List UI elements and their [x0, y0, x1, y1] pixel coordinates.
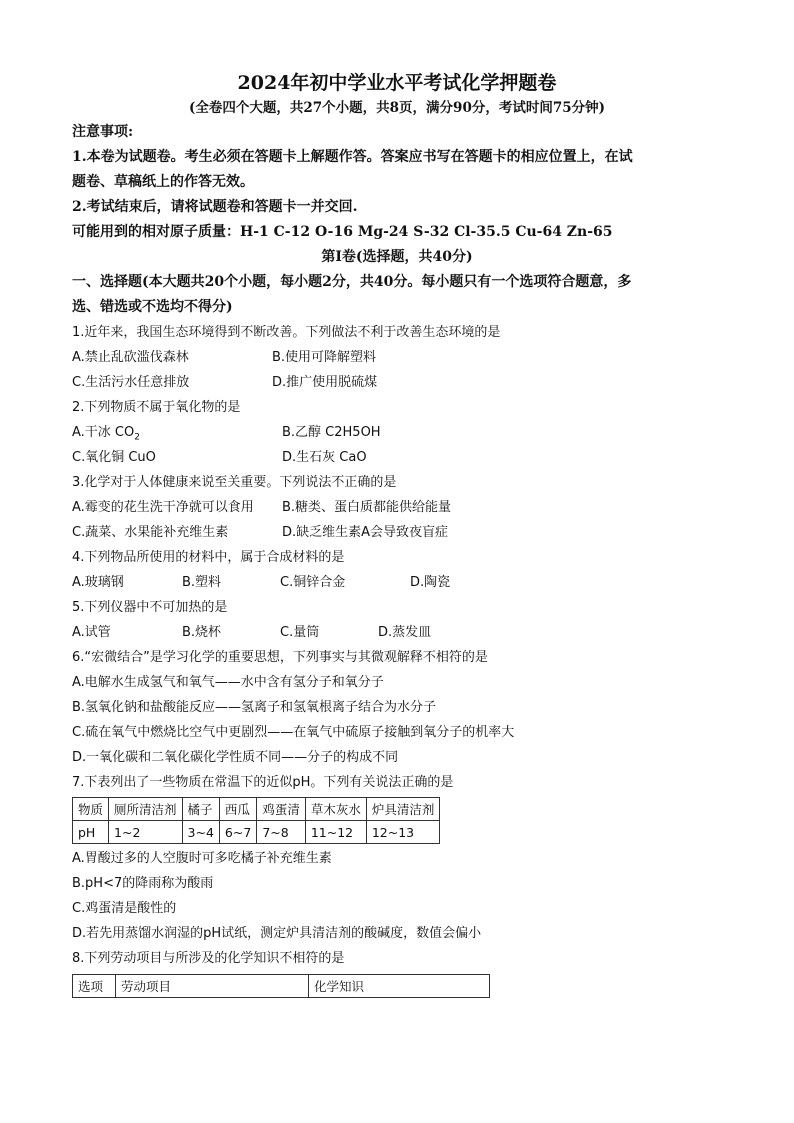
question-3-option-a: A.霉变的花生洗干净就可以食用: [72, 500, 254, 515]
ph-table-cell: 6~7: [219, 821, 256, 844]
question-5-option-b: B.烧杯: [182, 625, 222, 640]
notice-item-2: 2.考试结束后，请将试题卷和答题卡一并交回.: [72, 199, 358, 215]
ph-table-cell: 西瓜: [219, 798, 256, 821]
question-3-option-c: C.蔬菜、水果能补充维生素: [72, 525, 229, 540]
question-7-option-b: B.pH<7的降雨称为酸雨: [72, 876, 214, 891]
ph-table-cell: 3~4: [182, 821, 219, 844]
labor-table-header-row: [73, 975, 490, 998]
question-5-option-a: A.试管: [72, 625, 111, 640]
ph-table-cell: 厕所清洁剂: [109, 798, 183, 821]
question-3-options-row-1: [72, 495, 722, 520]
ph-table: [72, 797, 440, 844]
ph-table-value-row: [73, 821, 440, 844]
ph-table-cell: 7~8: [257, 821, 306, 844]
question-2-option-d: D.生石灰 CaO: [282, 450, 367, 465]
exam-subtitle: (全卷四个大题，共27个小题，共8页，满分90分，考试时间75分钟): [188, 100, 606, 116]
question-4-option-d: D.陶瓷: [410, 575, 451, 590]
exam-page: [72, 70, 722, 998]
notice-item-1-line-2: 题卷、草稿纸上的作答无效。: [72, 174, 254, 190]
ph-table-cell: 12~13: [366, 821, 440, 844]
question-1-options-row-2: [72, 370, 722, 395]
ph-table-cell: 草木灰水: [305, 798, 366, 821]
notice-item-1-line-1: 1.本卷为试题卷。考生必须在答题卡上解题作答。答案应书写在答题卡的相应位置上，在试: [72, 149, 633, 165]
labor-table: [72, 974, 490, 998]
question-2-option-a-subscript: 2: [134, 432, 140, 443]
ph-table-cell: 1~2: [109, 821, 183, 844]
exam-title: 2024年初中学业水平考试化学押题卷: [237, 72, 557, 94]
question-6-option-c: C.硫在氧气中燃烧比空气中更剧烈——在氧气中硫原子接触到氧分子的机率大: [72, 725, 515, 740]
part1-heading-line-2: 选、错选或不选均不得分): [72, 299, 233, 315]
question-1-option-a: A.禁止乱砍滥伐森林: [72, 350, 189, 365]
part1-heading-line-1: 一、选择题(本大题共20个小题，每小题2分，共40分。每小题只有一个选项符合题意，多: [72, 274, 632, 290]
question-2-options-row-1: [72, 420, 722, 445]
question-5-option-c: C.量筒: [280, 625, 320, 640]
labor-table-cell: 选项: [73, 975, 116, 998]
question-2-option-a-text: A.干冰 CO: [72, 425, 135, 440]
ph-table-cell: 鸡蛋清: [257, 798, 306, 821]
question-4-option-a: A.玻璃钢: [72, 575, 124, 590]
question-4-option-b: B.塑料: [182, 575, 222, 590]
ph-table-cell: 炉具清洁剂: [366, 798, 440, 821]
labor-table-cell: 化学知识: [309, 975, 490, 998]
ph-table-cell: 橘子: [182, 798, 219, 821]
question-4-option-c: C.铜锌合金: [280, 575, 346, 590]
labor-table-cell: 劳动项目: [116, 975, 309, 998]
question-5-options: [72, 620, 722, 645]
ph-table-header-row: [73, 798, 440, 821]
question-6-option-d: D.一氧化碳和二氧化碳化学性质不同——分子的构成不同: [72, 750, 399, 765]
atomic-mass-line: 可能用到的相对原子质量：H-1 C-12 O-16 Mg-24 S-32 Cl-35.5 Cu-64 Zn-65: [72, 224, 613, 240]
question-6-option-b: B.氢氧化钠和盐酸能反应——氢离子和氢氧根离子结合为水分子: [72, 700, 437, 715]
question-1-option-c: C.生活污水任意排放: [72, 375, 190, 390]
question-1-option-b: B.使用可降解塑料: [272, 350, 377, 365]
volume-heading: 第Ⅰ卷(选择题，共40分): [321, 249, 473, 265]
question-7-option-c: C.鸡蛋清是酸性的: [72, 901, 177, 916]
question-2-option-b: B.乙醇 C2H5OH: [282, 425, 381, 440]
question-2-option-a: [72, 420, 282, 445]
ph-table-cell: pH: [73, 821, 109, 844]
question-7-stem: 7.下表列出了一些物质在常温下的近似pH。下列有关说法正确的是: [72, 775, 454, 790]
question-3-option-d: D.缺乏维生素A会导致夜盲症: [282, 525, 449, 540]
question-4-options: [72, 570, 722, 595]
question-3-stem: 3.化学对于人体健康来说至关重要。下列说法不正确的是: [72, 475, 397, 490]
question-7-option-a: A.胃酸过多的人空腹时可多吃橘子补充维生素: [72, 851, 332, 866]
question-3-option-b: B.糖类、蛋白质都能供给能量: [282, 500, 452, 515]
question-1-stem: 1.近年来，我国生态环境得到不断改善。下列做法不利于改善生态环境的是: [72, 325, 501, 340]
notice-heading: 注意事项:: [72, 124, 134, 140]
ph-table-cell: 11~12: [305, 821, 366, 844]
question-5-option-d: D.蒸发皿: [378, 625, 432, 640]
question-2-stem: 2.下列物质不属于氧化物的是: [72, 400, 241, 415]
question-6-stem: 6.“宏微结合”是学习化学的重要思想，下列事实与其微观解释不相符的是: [72, 650, 488, 665]
question-5-stem: 5.下列仪器中不可加热的是: [72, 600, 228, 615]
question-8-stem: 8.下列劳动项目与所涉及的化学知识不相符的是: [72, 951, 345, 966]
question-1-option-d: D.推广使用脱硫煤: [272, 375, 378, 390]
question-2-options-row-2: [72, 445, 722, 470]
ph-table-cell: 物质: [73, 798, 109, 821]
question-6-option-a: A.电解水生成氢气和氧气——水中含有氢分子和氧分子: [72, 675, 384, 690]
question-2-option-c: C.氧化铜 CuO: [72, 450, 156, 465]
question-1-options-row-1: [72, 345, 722, 370]
question-3-options-row-2: [72, 520, 722, 545]
question-4-stem: 4.下列物品所使用的材料中，属于合成材料的是: [72, 550, 345, 565]
question-7-option-d: D.若先用蒸馏水润湿的pH试纸，测定炉具清洁剂的酸碱度，数值会偏小: [72, 926, 482, 941]
